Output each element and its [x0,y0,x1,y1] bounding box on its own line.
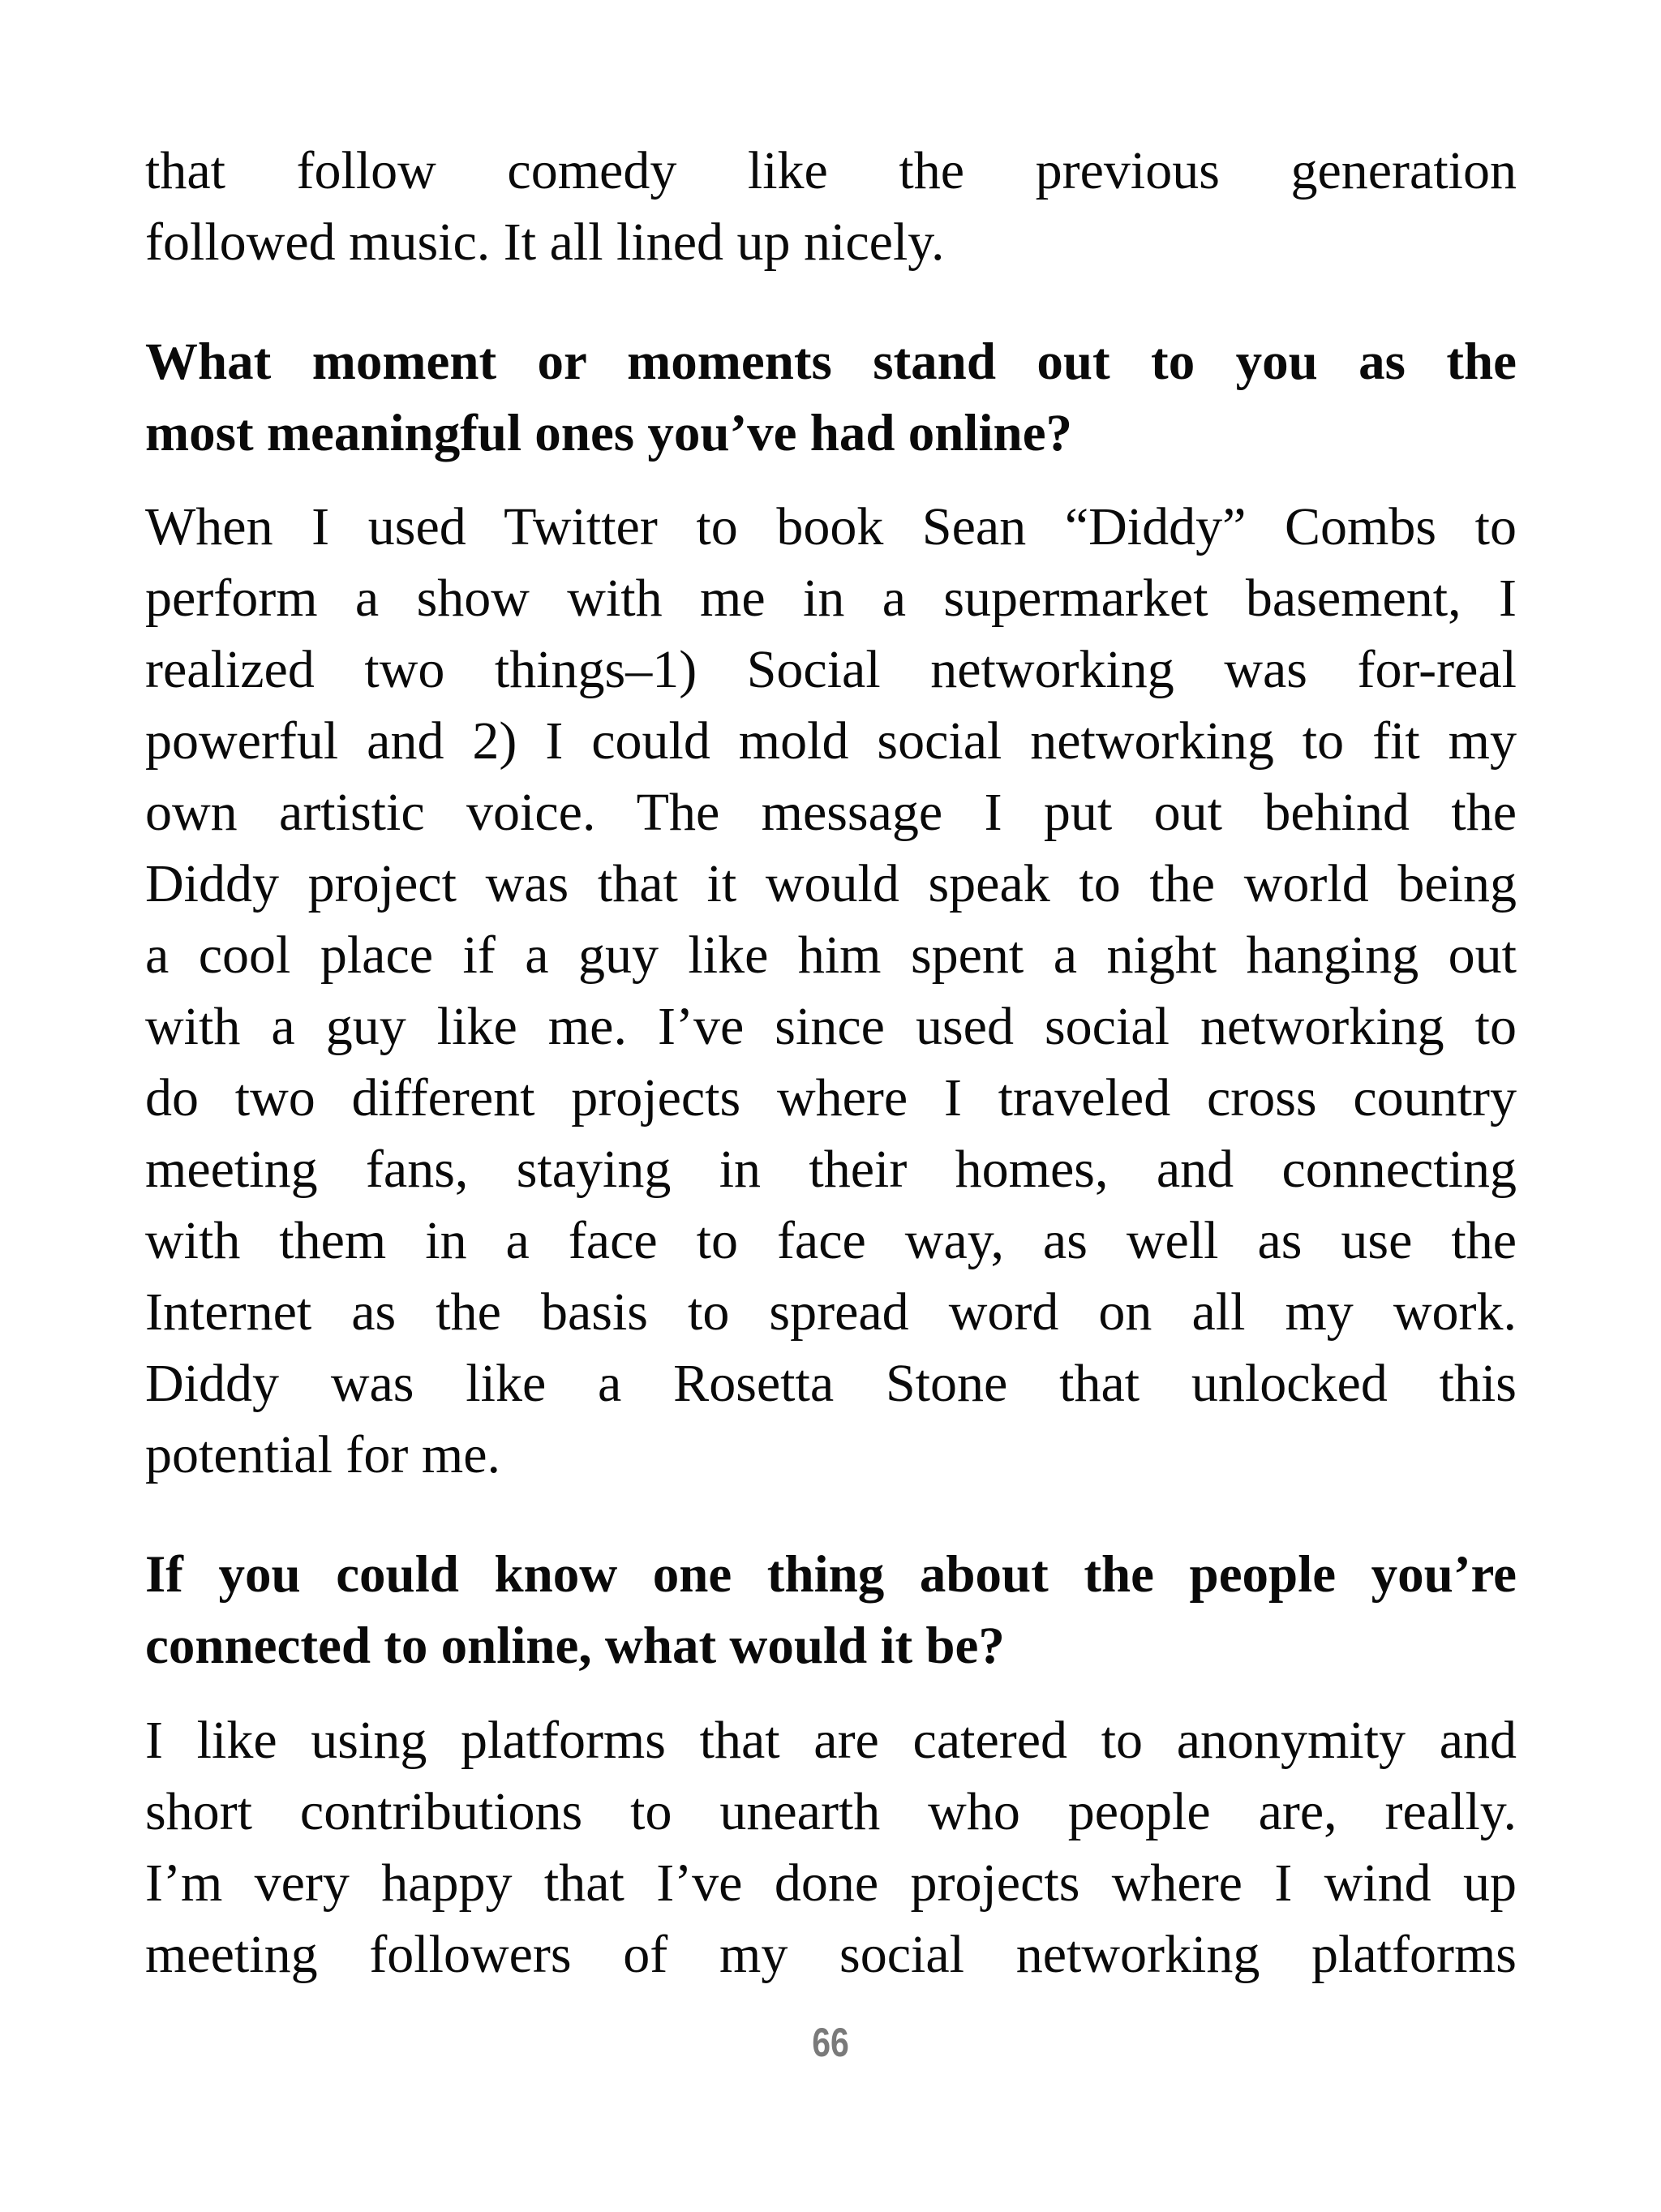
text-line: own artistic voice. The message I put out behind the [145,783,1517,842]
page-number: 66 [812,2020,849,2065]
text-line: perform a show with me in a supermarket basement, I [145,569,1517,628]
question-line: If you could know one thing about the people you’re [145,1545,1517,1604]
text-line: with them in a face to face way, as well as use the [145,1211,1517,1270]
text-line: Diddy project was that it would speak to the world being [145,854,1517,913]
paragraph-continuation [145,135,1517,278]
interview-answer [145,492,1517,1491]
question-line: most meaningful ones you’ve had online? [145,404,1073,462]
interview-question [145,326,1517,469]
text-line: When I used Twitter to book Sean “Diddy” Combs to [145,497,1517,556]
text-line: I’m very happy that I’ve done projects where I wind up [145,1853,1517,1913]
text-line: that follow comedy like the previous generation [145,141,1517,200]
interview-question [145,1539,1517,1682]
text-line: powerful and 2) I could mold social networking to fit my [145,711,1517,771]
text-line: with a guy like me. I’ve since used social networking to [145,997,1517,1056]
text-line: Internet as the basis to spread word on all my work. [145,1282,1517,1342]
question-line: connected to online, what would it be? [145,1617,1005,1675]
text-line: short contributions to unearth who people are, really. [145,1782,1517,1841]
text-line: I like using platforms that are catered to anonymity and [145,1711,1517,1770]
text-line: meeting followers of my social networking platforms [145,1925,1517,1984]
text-line: a cool place if a guy like him spent a night hanging out [145,926,1517,985]
text-line: meeting fans, staying in their homes, and connecting [145,1140,1517,1199]
question-line: What moment or moments stand out to you as the [145,333,1517,391]
interview-answer [145,1705,1517,1991]
text-line: do two different projects where I traveled cross country [145,1068,1517,1127]
text-line: realized two things–1) Social networking was for-real [145,640,1517,699]
text-line: potential for me. [145,1425,501,1484]
text-line: followed music. It all lined up nicely. [145,213,945,272]
text-line: Diddy was like a Rosetta Stone that unlocked this [145,1354,1517,1413]
